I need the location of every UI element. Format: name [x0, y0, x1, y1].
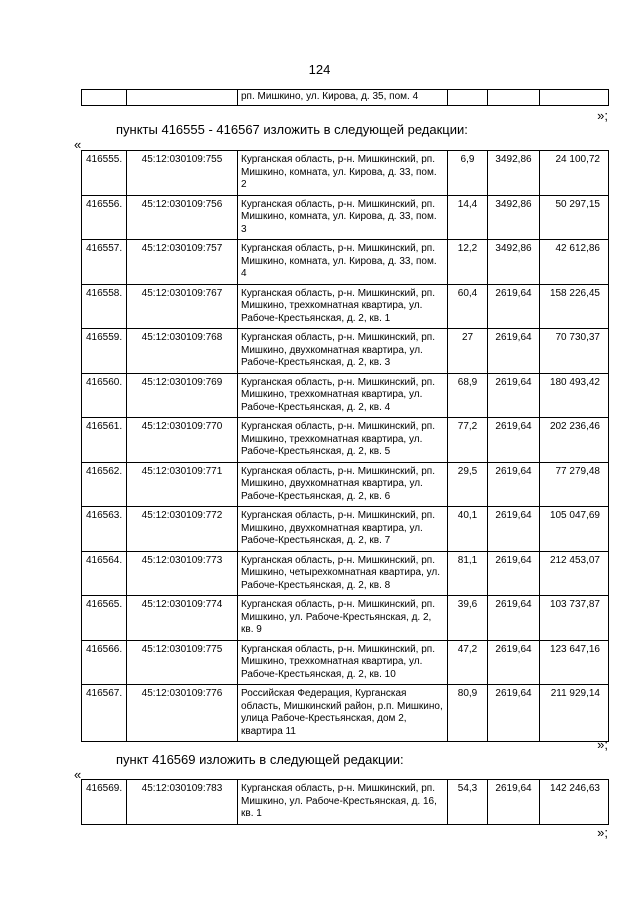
cell-total: 105 047,69: [540, 507, 609, 552]
cell-rate: 2619,64: [488, 640, 540, 685]
cell-area: 14,4: [448, 195, 488, 240]
table-row: [82, 284, 609, 329]
table-row: [82, 151, 609, 196]
cell-rate: 2619,64: [488, 596, 540, 641]
page-number: 124: [308, 62, 331, 77]
closing-quote: »;: [597, 108, 608, 123]
cell-total: 180 493,42: [540, 373, 609, 418]
cell-area: 68,9: [448, 373, 488, 418]
cell-area: 6,9: [448, 151, 488, 196]
cell-address: Курганская область, р-н. Мишкинский, рп. Мишкино, комната, ул. Кирова, д. 33, пом. 2: [238, 151, 448, 196]
cell-address: Курганская область, р-н. Мишкинский, рп. Мишкино, трехкомнатная квартира, ул. Рабоче-Крестьянская, д. 2, кв. 10: [238, 640, 448, 685]
cell-rate: 3492,86: [488, 195, 540, 240]
table-row: [82, 507, 609, 552]
cell-address: Курганская область, р-н. Мишкинский, рп. Мишкино, двухкомнатная квартира, ул. Рабоче-Крестьянская, д. 2, кв. 3: [238, 329, 448, 374]
cell-cadastral: 45:12:030109:771: [127, 462, 238, 507]
cell-area: 80,9: [448, 685, 488, 742]
cell-rate: 2619,64: [488, 462, 540, 507]
opening-quote: «: [74, 767, 82, 782]
cell-cadastral: 45:12:030109:769: [127, 373, 238, 418]
cell-cadastral: 45:12:030109:757: [127, 240, 238, 285]
cell-address: Курганская область, р-н. Мишкинский, рп. Мишкино, двухкомнатная квартира, ул. Рабоче-Крестьянская, д. 2, кв. 7: [238, 507, 448, 552]
cell-address: рп. Мишкино, ул. Кирова, д. 35, пом. 4: [238, 90, 448, 106]
cell-address: Курганская область, р-н. Мишкинский, рп. Мишкино, ул. Рабоче-Крестьянская, д. 16, кв. 1: [238, 780, 448, 825]
cell-cadastral: 45:12:030109:756: [127, 195, 238, 240]
cell-address: Курганская область, р-н. Мишкинский, рп. Мишкино, комната, ул. Кирова, д. 33, пом. 3: [238, 195, 448, 240]
cell-rate: 2619,64: [488, 373, 540, 418]
cell-cadastral: 45:12:030109:776: [127, 685, 238, 742]
table-row: [82, 596, 609, 641]
cell-cadastral: 45:12:030109:775: [127, 640, 238, 685]
cell-total: 42 612,86: [540, 240, 609, 285]
table-row: [82, 90, 609, 106]
cell-area: 12,2: [448, 240, 488, 285]
cell-number: 416556.: [82, 195, 127, 240]
cell-address: Российская Федерация, Курганская область, Мишкинский район, р.п. Мишкино, улица Рабоче-Крестьянская, дом 2, квартира 11: [238, 685, 448, 742]
cell-number: 416567.: [82, 685, 127, 742]
table-row: [82, 195, 609, 240]
cell-rate: 2619,64: [488, 507, 540, 552]
cell-number: 416564.: [82, 551, 127, 596]
instruction-text: пункт 416569 изложить в следующей редакции:: [116, 752, 404, 767]
cell-total: 103 737,87: [540, 596, 609, 641]
table-row: [82, 640, 609, 685]
cell-rate: 2619,64: [488, 780, 540, 825]
cell-rate: 2619,64: [488, 685, 540, 742]
cell-address: Курганская область, р-н. Мишкинский, рп. Мишкино, трехкомнатная квартира, ул. Рабоче-Крестьянская, д. 2, кв. 4: [238, 373, 448, 418]
cell-number: 416559.: [82, 329, 127, 374]
property-table: [81, 150, 609, 742]
cell-rate: 3492,86: [488, 151, 540, 196]
cell-total: 24 100,72: [540, 151, 609, 196]
cell-address: Курганская область, р-н. Мишкинский, рп. Мишкино, комната, ул. Кирова, д. 33, пом. 4: [238, 240, 448, 285]
cell-area: 40,1: [448, 507, 488, 552]
table-row: [82, 685, 609, 742]
cell-total: 211 929,14: [540, 685, 609, 742]
cell-number: 416569.: [82, 780, 127, 825]
cell-address: Курганская область, р-н. Мишкинский, рп. Мишкино, трехкомнатная квартира, ул. Рабоче-Крестьянская, д. 2, кв. 5: [238, 418, 448, 463]
table-row: [82, 462, 609, 507]
cell-address: Курганская область, р-н. Мишкинский, рп. Мишкино, четырехкомнатная квартира, ул. Рабоче-Крестьянская, д. 2, кв. 8: [238, 551, 448, 596]
cell-area: 60,4: [448, 284, 488, 329]
cell-number: 416561.: [82, 418, 127, 463]
cell-address: Курганская область, р-н. Мишкинский, рп. Мишкино, двухкомнатная квартира, ул. Рабоче-Крестьянская, д. 2, кв. 6: [238, 462, 448, 507]
cell-rate: 2619,64: [488, 329, 540, 374]
cell-number: 416566.: [82, 640, 127, 685]
table-row: [82, 418, 609, 463]
cell-address: Курганская область, р-н. Мишкинский, рп. Мишкино, ул. Рабоче-Крестьянская, д. 2, кв. 9: [238, 596, 448, 641]
cell-cadastral: 45:12:030109:783: [127, 780, 238, 825]
cell-area: 54,3: [448, 780, 488, 825]
cell-area: 39,6: [448, 596, 488, 641]
previous-table-fragment: [81, 89, 609, 106]
cell-cadastral: 45:12:030109:772: [127, 507, 238, 552]
cell-total: 50 297,15: [540, 195, 609, 240]
cell-cadastral: 45:12:030109:773: [127, 551, 238, 596]
cell-empty: [540, 90, 609, 106]
table-row: [82, 329, 609, 374]
cell-area: 27: [448, 329, 488, 374]
cell-cadastral: 45:12:030109:768: [127, 329, 238, 374]
cell-number: 416555.: [82, 151, 127, 196]
cell-cadastral: 45:12:030109:774: [127, 596, 238, 641]
instruction-text: пункты 416555 - 416567 изложить в следующей редакции:: [116, 122, 468, 137]
cell-rate: 2619,64: [488, 284, 540, 329]
cell-empty: [82, 90, 127, 106]
cell-total: 77 279,48: [540, 462, 609, 507]
table-row: [82, 551, 609, 596]
closing-quote: »;: [597, 737, 608, 752]
cell-total: 158 226,45: [540, 284, 609, 329]
cell-number: 416565.: [82, 596, 127, 641]
cell-area: 77,2: [448, 418, 488, 463]
cell-empty: [127, 90, 238, 106]
cell-total: 202 236,46: [540, 418, 609, 463]
cell-number: 416563.: [82, 507, 127, 552]
table-row: [82, 780, 609, 825]
cell-area: 29,5: [448, 462, 488, 507]
cell-empty: [488, 90, 540, 106]
cell-cadastral: 45:12:030109:767: [127, 284, 238, 329]
cell-total: 212 453,07: [540, 551, 609, 596]
table-row: [82, 373, 609, 418]
opening-quote: «: [74, 137, 82, 152]
cell-number: 416558.: [82, 284, 127, 329]
cell-total: 123 647,16: [540, 640, 609, 685]
cell-rate: 3492,86: [488, 240, 540, 285]
cell-total: 142 246,63: [540, 780, 609, 825]
property-table-416569: [81, 779, 609, 825]
cell-number: 416562.: [82, 462, 127, 507]
cell-total: 70 730,37: [540, 329, 609, 374]
cell-cadastral: 45:12:030109:770: [127, 418, 238, 463]
cell-rate: 2619,64: [488, 551, 540, 596]
cell-rate: 2619,64: [488, 418, 540, 463]
cell-address: Курганская область, р-н. Мишкинский, рп. Мишкино, трехкомнатная квартира, ул. Рабоче-Крестьянская, д. 2, кв. 1: [238, 284, 448, 329]
cell-cadastral: 45:12:030109:755: [127, 151, 238, 196]
cell-number: 416557.: [82, 240, 127, 285]
closing-quote: »;: [597, 825, 608, 840]
cell-empty: [448, 90, 488, 106]
table-row: [82, 240, 609, 285]
cell-area: 81,1: [448, 551, 488, 596]
cell-number: 416560.: [82, 373, 127, 418]
cell-area: 47,2: [448, 640, 488, 685]
